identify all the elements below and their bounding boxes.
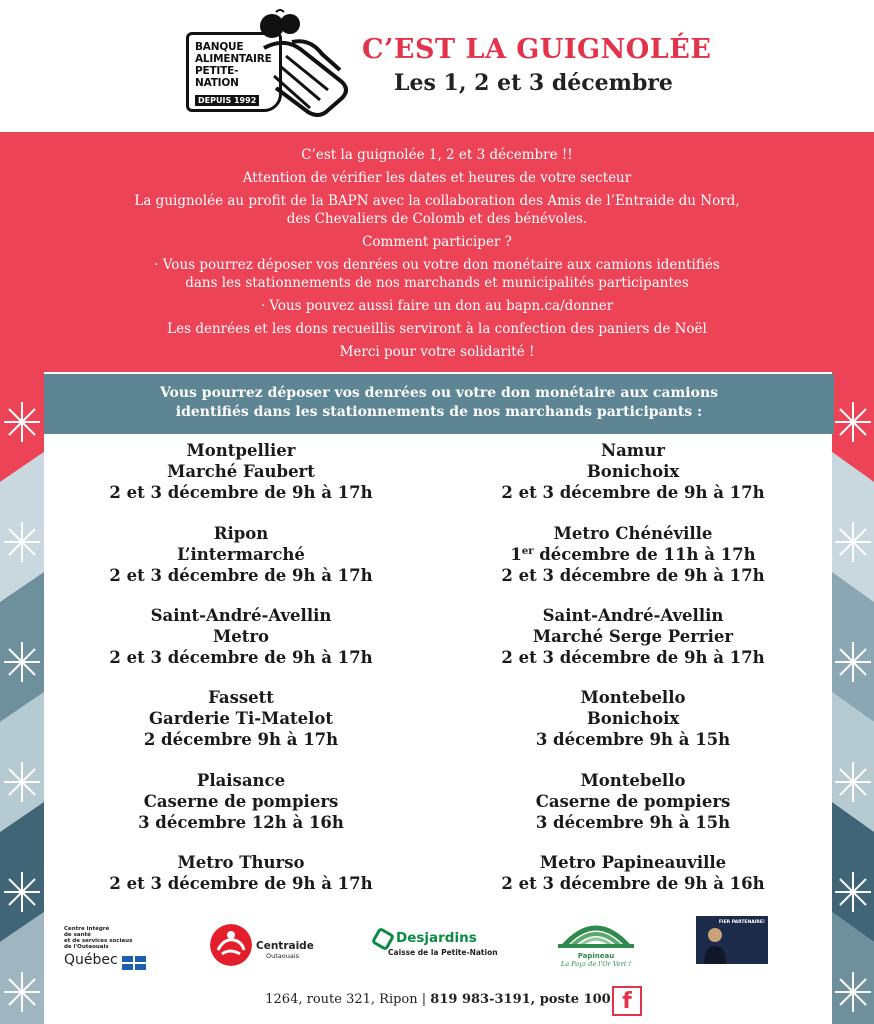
intro-line-part: dans les stationnements de nos marchands et municipalités participantes — [185, 275, 689, 291]
first-day-number: 1 — [510, 545, 522, 564]
location-hours-first — [436, 544, 830, 565]
location-place: Caserne de pompiers — [535, 792, 731, 811]
page-title: C’EST LA GUIGNOLÉE — [362, 34, 712, 65]
location-place: Marché Faubert — [167, 462, 315, 481]
banner-line-2: identifiés dans les stationnements de nos marchands participants : — [175, 404, 703, 420]
first-day-hours: décembre de 11h à 17h — [533, 545, 756, 564]
logo-since: DEPUIS 1992 — [195, 95, 259, 106]
papineau-name: Papineau — [577, 952, 615, 960]
locations-panel — [44, 372, 832, 1024]
intro-line-part: La guignolée au profit de la BAPN avec la collaboration des Amis de l’Entraide du Nord, — [134, 193, 740, 209]
location-metro-papineauville — [436, 852, 830, 894]
location-hours: 2 et 3 décembre de 9h à 17h — [109, 483, 373, 502]
location-town: Saint-André-Avellin — [150, 606, 332, 625]
snowflake-border-left — [0, 372, 44, 1024]
partner-card-title: FIER PARTENAIRE! — [718, 920, 765, 925]
intro-line: · Vous pouvez aussi faire un don au bapn.ca/donner — [260, 298, 614, 314]
location-montebello-bonichoix — [436, 687, 830, 750]
hand-apple-icon — [246, 8, 350, 120]
location-town: Montpellier — [186, 441, 296, 460]
snowflake-border-right — [832, 372, 874, 1024]
intro-line: C’est la guignolée 1, 2 et 3 décembre !! — [301, 147, 573, 163]
location-namur — [436, 440, 830, 503]
quebec-flag-icon — [122, 956, 146, 970]
location-town: Namur — [601, 441, 665, 460]
location-place: Bonichoix — [586, 462, 680, 481]
location-hours: 2 et 3 décembre de 9h à 17h — [109, 648, 373, 667]
location-town: Metro Chénéville — [553, 524, 713, 543]
location-montpellier — [44, 440, 438, 503]
footer-phone: 819 983-3191, poste 100 — [430, 992, 611, 1007]
cisss-line: et de services sociaux — [64, 938, 133, 944]
desjardins-sub: Caisse de la Petite-Nation — [388, 948, 498, 957]
intro-text — [0, 146, 874, 366]
location-saint-andre-avellin-metro — [44, 605, 438, 668]
location-metro-cheneville — [436, 523, 830, 586]
location-town: Montebello — [580, 771, 686, 790]
intro-line: Les denrées et les dons recueillis serviront à la confection des paniers de Noël — [167, 321, 707, 337]
location-town: Montebello — [580, 688, 686, 707]
logo-line-1: BANQUE — [195, 41, 244, 53]
location-hours: 2 et 3 décembre de 9h à 17h — [109, 874, 373, 893]
cisss-outaouais-logo — [64, 926, 164, 970]
logo-line-3: PETITE-NATION — [195, 65, 239, 89]
location-town: Metro Papineauville — [539, 853, 727, 872]
banner-line-1: Vous pourrez déposer vos denrées ou votre don monétaire aux camions — [159, 385, 719, 401]
quebec-wordmark: Québec — [64, 952, 118, 968]
intro-line — [0, 192, 874, 228]
bapn-logo — [186, 8, 350, 120]
partner-card — [696, 916, 768, 964]
location-montebello-caserne — [436, 770, 830, 833]
location-hours: 3 décembre 12h à 16h — [138, 813, 344, 832]
location-saint-andre-avellin-perrier — [436, 605, 830, 668]
locations-banner — [44, 374, 834, 434]
location-place: Bonichoix — [586, 709, 680, 728]
centraide-name: Centraide — [256, 940, 314, 952]
desjardins-logo — [374, 930, 514, 957]
location-plaisance — [44, 770, 438, 833]
location-hours: 3 décembre 9h à 15h — [535, 730, 731, 749]
location-town: Ripon — [213, 524, 269, 543]
footer-address: 1264, route 321, Ripon | — [265, 992, 431, 1007]
location-hours: 2 et 3 décembre de 9h à 17h — [501, 648, 765, 667]
partner-logos — [44, 910, 832, 974]
location-fassett — [44, 687, 438, 750]
footer-contact — [44, 986, 832, 1016]
centraide-hand-icon — [210, 924, 252, 966]
papineau-slogan: La Payz de l'Or Vert ! — [560, 960, 632, 968]
location-hours: 2 et 3 décembre de 9h à 17h — [109, 566, 373, 585]
logo-line-2: ALIMENTAIRE — [195, 53, 272, 65]
facebook-icon[interactable]: f — [612, 986, 642, 1016]
location-hours: 2 décembre 9h à 17h — [143, 730, 339, 749]
intro-band — [0, 132, 874, 372]
location-hours: 2 et 3 décembre de 9h à 17h — [501, 566, 765, 585]
intro-line: Merci pour votre solidarité ! — [339, 344, 535, 360]
desjardins-name: Desjardins — [396, 930, 477, 946]
location-place: Metro — [212, 627, 270, 646]
intro-line: Attention de vérifier les dates et heures de votre secteur — [242, 170, 632, 186]
intro-line — [0, 256, 874, 292]
location-hours: 2 et 3 décembre de 9h à 16h — [501, 874, 765, 893]
person-photo-icon — [704, 924, 726, 964]
first-day-ordinal: er — [521, 546, 534, 557]
location-place: L’intermarché — [177, 545, 305, 564]
location-place: Garderie Ti-Matelot — [148, 709, 334, 728]
location-town: Fassett — [208, 688, 274, 707]
location-town: Saint-André-Avellin — [542, 606, 724, 625]
location-hours: 3 décembre 9h à 15h — [535, 813, 731, 832]
cisss-line: de santé — [64, 932, 91, 938]
location-ripon — [44, 523, 438, 586]
intro-line-part: · Vous pourrez déposer vos denrées ou votre don monétaire aux camions identifiés — [154, 257, 720, 273]
papineau-logo — [558, 914, 634, 968]
location-place: Caserne de pompiers — [143, 792, 339, 811]
centraide-sub: Outaouais — [266, 952, 300, 960]
intro-line: Comment participer ? — [362, 234, 512, 250]
desjardins-name-row — [374, 930, 514, 946]
papineau-hills-icon — [558, 914, 634, 948]
intro-line-part: des Chevaliers de Colomb et des bénévoles. — [286, 211, 588, 227]
page-subtitle: Les 1, 2 et 3 décembre — [394, 70, 673, 96]
cisss-line: de l'Outaouais — [64, 944, 109, 950]
location-hours: 2 et 3 décembre de 9h à 17h — [501, 483, 765, 502]
location-town: Metro Thurso — [177, 853, 305, 872]
page-header — [0, 0, 874, 132]
location-metro-thurso — [44, 852, 438, 894]
location-place: Marché Serge Perrier — [532, 627, 734, 646]
cisss-line: Centre intégré — [64, 926, 110, 932]
location-town: Plaisance — [196, 771, 286, 790]
